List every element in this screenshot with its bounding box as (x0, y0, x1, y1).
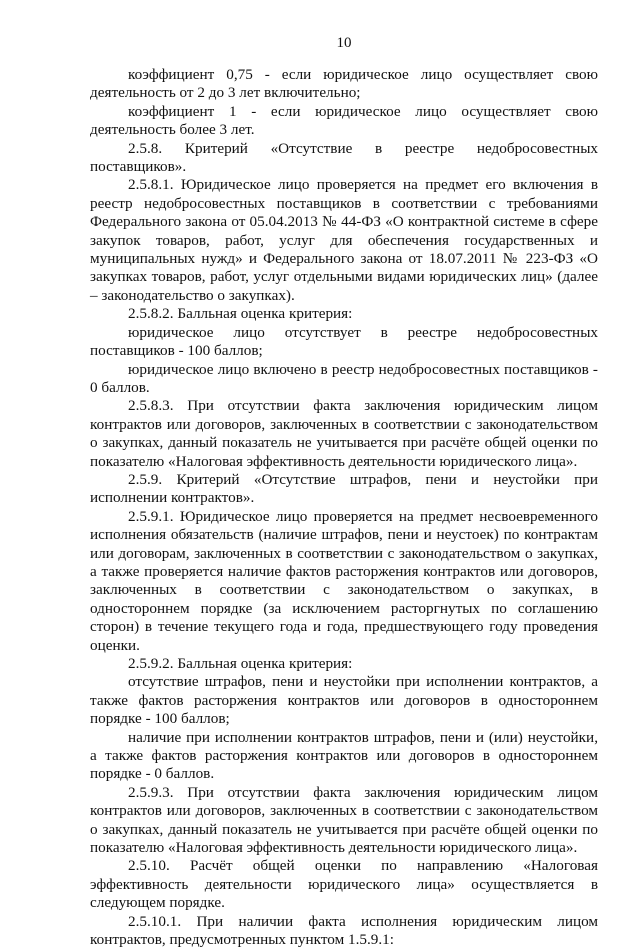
paragraph-2-5-9-2: 2.5.9.2. Балльная оценка критерия: (128, 655, 353, 672)
page-number: 10 (336, 35, 352, 51)
paragraph-2-5-8-1: 2.5.8.1. Юридическое лицо проверяется на предмет его включения в реестр недобросовестных поставщиков в соответствии с требованиями Федерального закона от 05.04.2013 № 44-ФЗ «О контрактной системе в сфере закупок товаров, работ, услуг для обеспечения государственных и муниципальных нужд» и Федерального закона от 18.07.2011 № 223-ФЗ «О закупках товаров, работ, услуг отдельными видами юридических лиц» (далее – законодательство о закупках). (90, 176, 598, 304)
paragraph-score-included: юридическое лицо включено в реестр недобросовестных поставщиков - 0 баллов. (90, 360, 598, 396)
paragraph-2-5-10-1: 2.5.10.1. При наличии факта исполнения юридическим лицом контрактов, предусмотренных пунктом 1.5.9.1: (90, 912, 598, 949)
paragraph-score-absent: юридическое лицо отсутствует в реестре недобросовестных поставщиков - 100 баллов; (90, 323, 598, 360)
paragraph-2-5-8-2: 2.5.8.2. Балльная оценка критерия: (128, 305, 353, 323)
paragraph-2-5-9: 2.5.9. Критерий «Отсутствие штрафов, пени и неустойки при исполнении контрактов». (90, 470, 598, 507)
paragraph-2-5-10: 2.5.10. Расчёт общей оценки по направлению «Налоговая эффективность деятельности юридического лица» осуществляется в следующем порядке. (90, 857, 598, 912)
paragraph-2-5-9-3: 2.5.9.3. При отсутствии факта заключения юридическим лицом контрактов или договоров, заключенных в соответствии с законодательством о закупках, данный показатель не учитывается при расчёте общей оценки по показателю «Налоговая эффективность деятельности юридического лица». (90, 783, 598, 857)
paragraph-coefficient-1: коэффициент 1 - если юридическое лицо осуществляет свою деятельность более 3 лет. (90, 102, 598, 139)
paragraph-score-penalties: наличие при исполнении контрактов штрафов, пени и (или) неустойки, а также фактов расторжения контрактов или договоров в одностороннем порядке - 0 баллов. (90, 728, 598, 783)
paragraph-2-5-8-3: 2.5.8.3. При отсутствии факта заключения юридическим лицом контрактов или договоров, заключенных в соответствии с законодательством о закупках, данный показатель не учитывается при расчёте общей оценки по показателю «Налоговая эффективность деятельности юридического лица». (90, 397, 598, 470)
paragraph-2-5-9-1: 2.5.9.1. Юридическое лицо проверяется на предмет несвоевременного исполнения обязательств (наличие штрафов, пени и неустоек) по контрактам или договорам, заключенных в соответствии с законодательством о закупках, а также проверяется наличие фактов расторжения контрактов или договоров, заключенных в соответствии с законодательством о закупках, в одностороннем порядке (за исключением расторгнутых по соглашению сторон) в течение текущего года и года, предшествующего году проведения оценки. (90, 507, 598, 654)
document-page (90, 34, 598, 950)
paragraph-2-5-8: 2.5.8. Критерий «Отсутствие в реестре недобросовестных поставщиков». (90, 139, 598, 176)
paragraph-coefficient-075: коэффициент 0,75 - если юридическое лицо осуществляет свою деятельность от 2 до 3 лет включительно; (90, 66, 598, 102)
paragraph-score-no-penalties: отсутствие штрафов, пени и неустойки при исполнении контрактов, а также фактов расторжения контрактов или договоров в одностороннем порядке - 100 баллов; (90, 673, 598, 728)
